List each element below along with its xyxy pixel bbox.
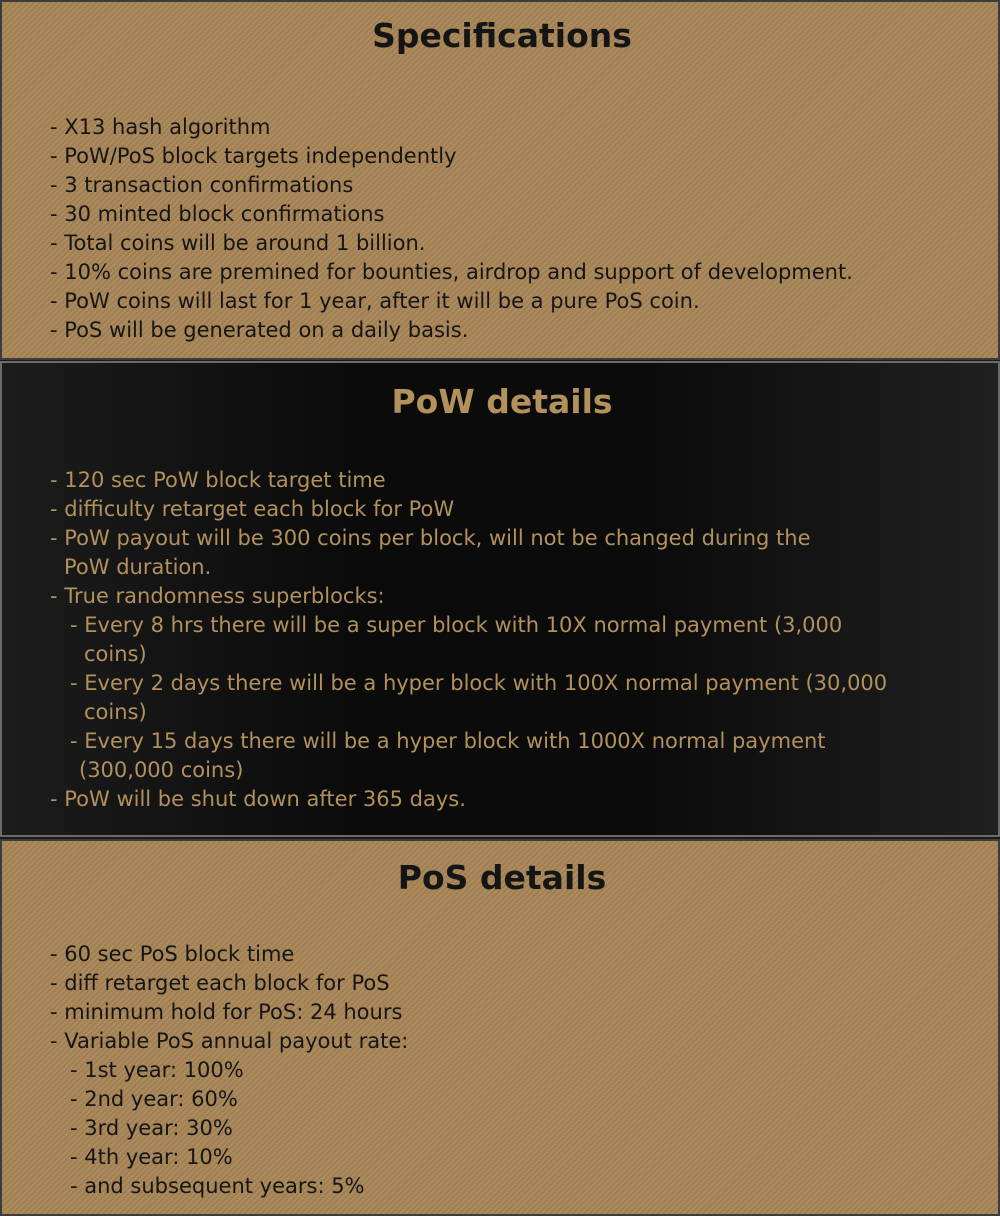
hyper-block-line-1: - Every 2 days there will be a hyper block with 100X normal payment (30,000: [70, 671, 888, 695]
list-item: - and subsequent years: 5%: [70, 1174, 365, 1198]
pow-details-panel: [0, 361, 1000, 837]
mega-block-line-1: - Every 15 days there will be a hyper block with 1000X normal payment: [70, 729, 826, 753]
hyper-block-line-2: coins): [84, 700, 147, 724]
list-item: - 60 sec PoS block time: [50, 942, 295, 966]
mega-block-line-2: (300,000 coins): [79, 758, 244, 782]
list-item: - 10% coins are premined for bounties, airdrop and support of development.: [50, 260, 853, 284]
list-item: - PoS will be generated on a daily basis.: [50, 318, 469, 342]
list-item: - X13 hash algorithm: [50, 115, 271, 139]
payout-line-1: - PoW payout will be 300 coins per block, will not be changed during the: [50, 526, 811, 550]
super-block-line-2: coins): [84, 642, 147, 666]
pow-details-list: [50, 466, 958, 814]
specifications-title: Specifications: [372, 16, 632, 55]
list-item: [50, 524, 958, 582]
list-item: - 30 minted block confirmations: [50, 202, 385, 226]
list-item: - difficulty retarget each block for PoW: [50, 497, 455, 521]
list-item: - 3rd year: 30%: [70, 1116, 233, 1140]
list-item: - Total coins will be around 1 billion.: [50, 231, 426, 255]
pow-details-title: PoW details: [391, 382, 613, 421]
pos-details-title: PoS details: [397, 858, 607, 897]
list-item: - PoW/PoS block targets independently: [50, 144, 457, 168]
list-item: - 2nd year: 60%: [70, 1087, 238, 1111]
specifications-list: [50, 113, 958, 345]
list-item: [50, 669, 958, 727]
list-item: - PoW will be shut down after 365 days.: [50, 787, 466, 811]
list-item: [50, 727, 958, 785]
list-item: - minimum hold for PoS: 24 hours: [50, 1000, 403, 1024]
list-item: - diff retarget each block for PoS: [50, 971, 390, 995]
payout-line-2: PoW duration.: [64, 555, 212, 579]
list-item: - Variable PoS annual payout rate:: [50, 1029, 409, 1053]
list-item: - 3 transaction confirmations: [50, 173, 354, 197]
list-item: - 120 sec PoW block target time: [50, 468, 386, 492]
pos-details-panel: [0, 839, 1000, 1216]
list-item: [50, 611, 958, 669]
list-item: - True randomness superblocks:: [50, 584, 385, 608]
super-block-line-1: - Every 8 hrs there will be a super block with 10X normal payment (3,000: [70, 613, 843, 637]
list-item: - 1st year: 100%: [70, 1058, 244, 1082]
list-item: - PoW coins will last for 1 year, after it will be a pure PoS coin.: [50, 289, 700, 313]
pos-details-list: [50, 940, 958, 1201]
list-item: - 4th year: 10%: [70, 1145, 233, 1169]
specifications-panel: [0, 0, 1000, 360]
